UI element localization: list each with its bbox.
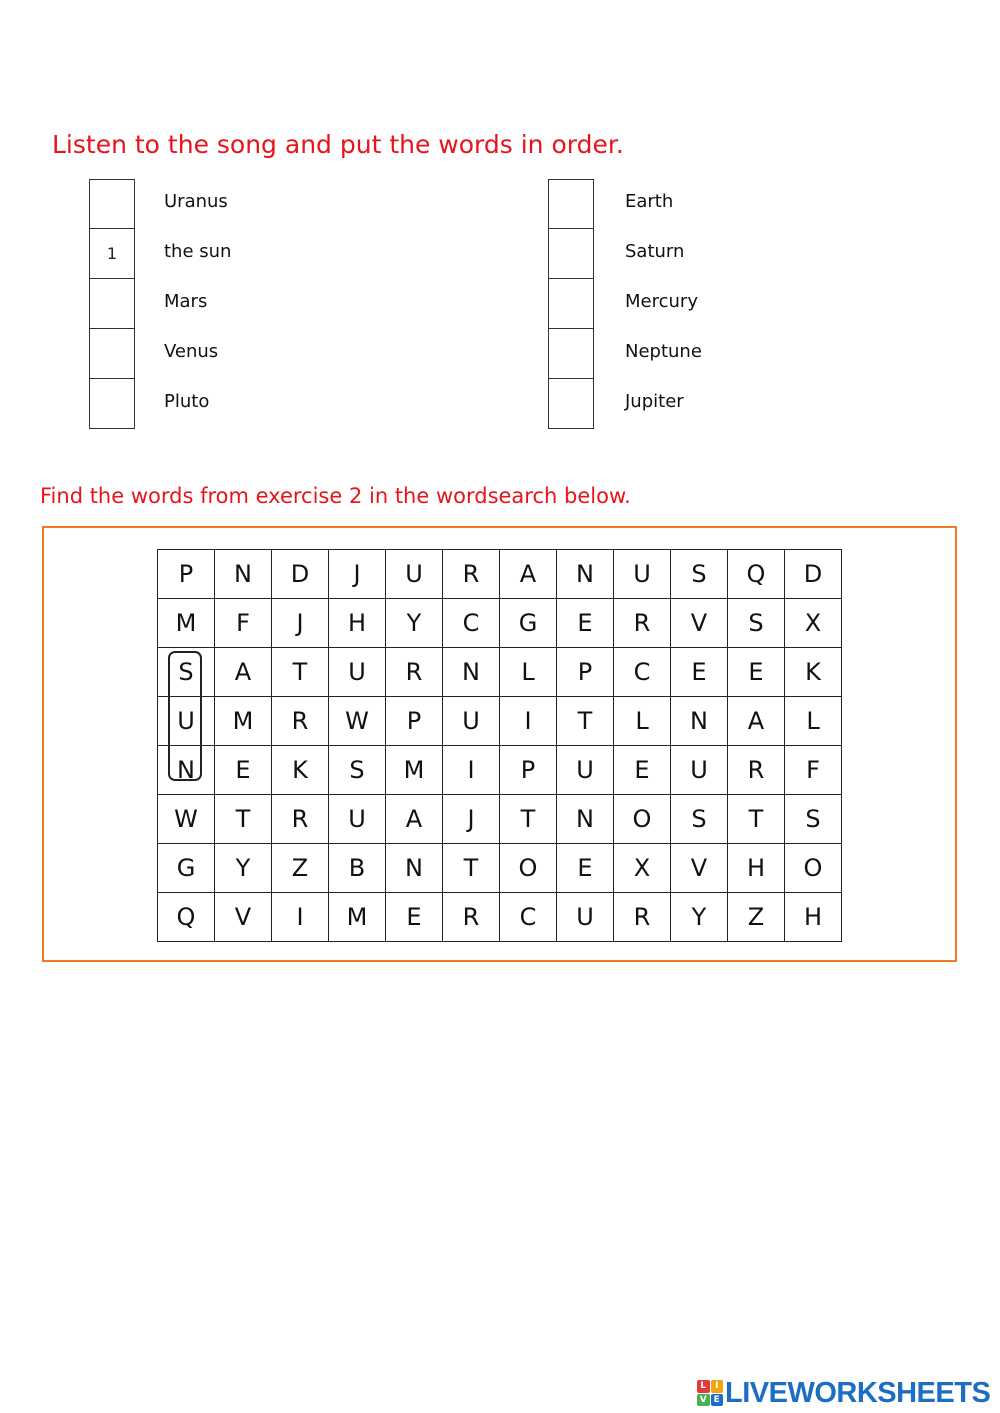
wordsearch-cell[interactable]: R xyxy=(443,550,500,599)
wordsearch-cell[interactable]: V xyxy=(671,844,728,893)
wordsearch-cell[interactable]: P xyxy=(500,746,557,795)
wordsearch-row xyxy=(158,599,842,648)
wordsearch-cell[interactable]: R xyxy=(272,795,329,844)
wordsearch-grid xyxy=(157,549,842,942)
wordsearch-cell[interactable]: B xyxy=(329,844,386,893)
wordsearch-cell[interactable]: U xyxy=(329,648,386,697)
wordsearch-row xyxy=(158,795,842,844)
wordsearch-cell[interactable]: N xyxy=(671,697,728,746)
wordsearch-cell[interactable]: N xyxy=(215,550,272,599)
liveworksheets-logo xyxy=(697,1375,990,1411)
wordsearch-cell[interactable]: X xyxy=(785,599,842,648)
wordsearch-cell[interactable]: Q xyxy=(158,893,215,942)
logo-letter: V xyxy=(697,1394,710,1407)
wordsearch-cell[interactable]: M xyxy=(158,599,215,648)
wordsearch-cell[interactable]: T xyxy=(443,844,500,893)
wordsearch-cell[interactable]: R xyxy=(614,599,671,648)
wordsearch-cell[interactable]: E xyxy=(215,746,272,795)
wordsearch-cell[interactable]: J xyxy=(443,795,500,844)
exercise2-instruction: Find the words from exercise 2 in the wordsearch below. xyxy=(40,484,631,508)
wordsearch-cell[interactable]: Y xyxy=(215,844,272,893)
wordsearch-cell[interactable]: C xyxy=(443,599,500,648)
wordsearch-row xyxy=(158,697,842,746)
order-answer-box[interactable] xyxy=(89,279,135,329)
wordsearch-cell[interactable]: T xyxy=(728,795,785,844)
order-answer-box[interactable] xyxy=(548,229,594,279)
order-answer-box[interactable] xyxy=(548,329,594,379)
wordsearch-cell[interactable]: V xyxy=(671,599,728,648)
wordsearch-cell[interactable]: X xyxy=(614,844,671,893)
wordsearch-cell[interactable]: E xyxy=(614,746,671,795)
wordsearch-cell[interactable]: U xyxy=(614,550,671,599)
wordsearch-cell[interactable]: G xyxy=(158,844,215,893)
wordsearch-cell[interactable]: N xyxy=(386,844,443,893)
wordsearch-cell[interactable]: A xyxy=(500,550,557,599)
wordsearch-cell[interactable]: R xyxy=(443,893,500,942)
wordsearch-row xyxy=(158,844,842,893)
wordsearch-cell[interactable]: E xyxy=(728,648,785,697)
wordsearch-cell[interactable]: F xyxy=(785,746,842,795)
wordsearch-cell[interactable]: L xyxy=(785,697,842,746)
planet-word: Neptune xyxy=(625,341,702,362)
wordsearch-cell[interactable]: H xyxy=(728,844,785,893)
wordsearch-cell[interactable]: S xyxy=(671,795,728,844)
logo-letter: I xyxy=(711,1380,724,1393)
wordsearch-row xyxy=(158,746,842,795)
wordsearch-cell[interactable]: A xyxy=(728,697,785,746)
wordsearch-cell[interactable]: Y xyxy=(671,893,728,942)
wordsearch-row xyxy=(158,550,842,599)
planet-word: Uranus xyxy=(164,191,228,212)
wordsearch-cell[interactable]: I xyxy=(443,746,500,795)
wordsearch-cell[interactable]: W xyxy=(158,795,215,844)
wordsearch-cell[interactable]: O xyxy=(500,844,557,893)
wordsearch-cell[interactable]: N xyxy=(443,648,500,697)
order-answer-box[interactable] xyxy=(89,379,135,429)
wordsearch-cell[interactable]: T xyxy=(557,697,614,746)
wordsearch-cell[interactable]: D xyxy=(272,550,329,599)
wordsearch-cell[interactable]: H xyxy=(329,599,386,648)
planet-word: Mars xyxy=(164,291,208,312)
wordsearch-cell[interactable]: I xyxy=(500,697,557,746)
wordsearch-cell[interactable]: P xyxy=(386,697,443,746)
logo-letter: L xyxy=(697,1380,710,1393)
planet-word: the sun xyxy=(164,241,232,262)
wordsearch-cell[interactable]: D xyxy=(785,550,842,599)
wordsearch-cell[interactable]: P xyxy=(557,648,614,697)
wordsearch-cell[interactable]: O xyxy=(785,844,842,893)
wordsearch-cell[interactable]: U xyxy=(557,893,614,942)
wordsearch-cell[interactable]: U xyxy=(329,795,386,844)
wordsearch-cell[interactable]: J xyxy=(272,599,329,648)
wordsearch-cell[interactable]: R xyxy=(386,648,443,697)
wordsearch-cell[interactable]: A xyxy=(386,795,443,844)
wordsearch-cell[interactable]: L xyxy=(614,697,671,746)
wordsearch-cell[interactable]: M xyxy=(215,697,272,746)
wordsearch-row xyxy=(158,648,842,697)
order-answer-box[interactable] xyxy=(89,179,135,229)
wordsearch-row xyxy=(158,893,842,942)
example-word-highlight xyxy=(168,651,202,781)
wordsearch-cell[interactable]: E xyxy=(386,893,443,942)
wordsearch-cell[interactable]: P xyxy=(158,550,215,599)
wordsearch-cell[interactable]: N xyxy=(557,795,614,844)
wordsearch-cell[interactable]: Z xyxy=(272,844,329,893)
wordsearch-cell[interactable]: H xyxy=(785,893,842,942)
order-answer-box[interactable] xyxy=(548,379,594,429)
wordsearch-cell[interactable]: G xyxy=(500,599,557,648)
wordsearch-cell[interactable]: S xyxy=(728,599,785,648)
order-answer-box[interactable] xyxy=(548,279,594,329)
planet-word: Mercury xyxy=(625,291,698,312)
wordsearch-cell[interactable]: Q xyxy=(728,550,785,599)
wordsearch-cell[interactable]: R xyxy=(728,746,785,795)
wordsearch-cell[interactable]: R xyxy=(614,893,671,942)
planet-word: Saturn xyxy=(625,241,685,262)
wordsearch-cell[interactable]: C xyxy=(614,648,671,697)
wordsearch-cell[interactable]: S xyxy=(158,648,215,697)
logo-mark-icon xyxy=(697,1380,723,1406)
wordsearch-cell[interactable]: E xyxy=(557,844,614,893)
wordsearch-cell[interactable]: Y xyxy=(386,599,443,648)
wordsearch-cell[interactable]: S xyxy=(671,550,728,599)
wordsearch-cell[interactable]: F xyxy=(215,599,272,648)
wordsearch-cell[interactable]: Z xyxy=(728,893,785,942)
wordsearch-cell[interactable]: W xyxy=(329,697,386,746)
wordsearch-cell[interactable]: O xyxy=(614,795,671,844)
wordsearch-cell[interactable]: S xyxy=(329,746,386,795)
wordsearch-cell[interactable]: N xyxy=(158,746,215,795)
planet-word: Earth xyxy=(625,191,674,212)
wordsearch-cell[interactable]: U xyxy=(158,697,215,746)
wordsearch-cell[interactable]: T xyxy=(272,648,329,697)
wordsearch-cell[interactable]: T xyxy=(215,795,272,844)
logo-text: LIVEWORKSHEETS xyxy=(725,1376,991,1409)
wordsearch-cell[interactable]: V xyxy=(215,893,272,942)
order-answer-box[interactable] xyxy=(89,229,135,279)
order-answer-box[interactable] xyxy=(89,329,135,379)
planet-word: Jupiter xyxy=(625,391,684,412)
wordsearch-cell[interactable]: U xyxy=(671,746,728,795)
wordsearch-cell[interactable]: N xyxy=(557,550,614,599)
wordsearch-cell[interactable]: K xyxy=(785,648,842,697)
wordsearch-cell[interactable]: J xyxy=(329,550,386,599)
exercise1-instruction: Listen to the song and put the words in order. xyxy=(52,130,624,159)
wordsearch-cell[interactable]: U xyxy=(443,697,500,746)
wordsearch-cell[interactable]: E xyxy=(557,599,614,648)
planet-word: Pluto xyxy=(164,391,210,412)
wordsearch-cell[interactable]: U xyxy=(557,746,614,795)
wordsearch-cell[interactable]: C xyxy=(500,893,557,942)
wordsearch-cell[interactable]: T xyxy=(500,795,557,844)
wordsearch-cell[interactable]: R xyxy=(272,697,329,746)
wordsearch-cell[interactable]: E xyxy=(671,648,728,697)
order-answer-box[interactable] xyxy=(548,179,594,229)
wordsearch-cell[interactable]: M xyxy=(329,893,386,942)
wordsearch-cell[interactable]: A xyxy=(215,648,272,697)
wordsearch-cell[interactable]: M xyxy=(386,746,443,795)
wordsearch-cell[interactable]: U xyxy=(386,550,443,599)
wordsearch-cell[interactable]: I xyxy=(272,893,329,942)
wordsearch-cell[interactable]: L xyxy=(500,648,557,697)
logo-letter: E xyxy=(711,1394,724,1407)
planet-word: Venus xyxy=(164,341,219,362)
wordsearch-cell[interactable]: K xyxy=(272,746,329,795)
wordsearch-cell[interactable]: S xyxy=(785,795,842,844)
